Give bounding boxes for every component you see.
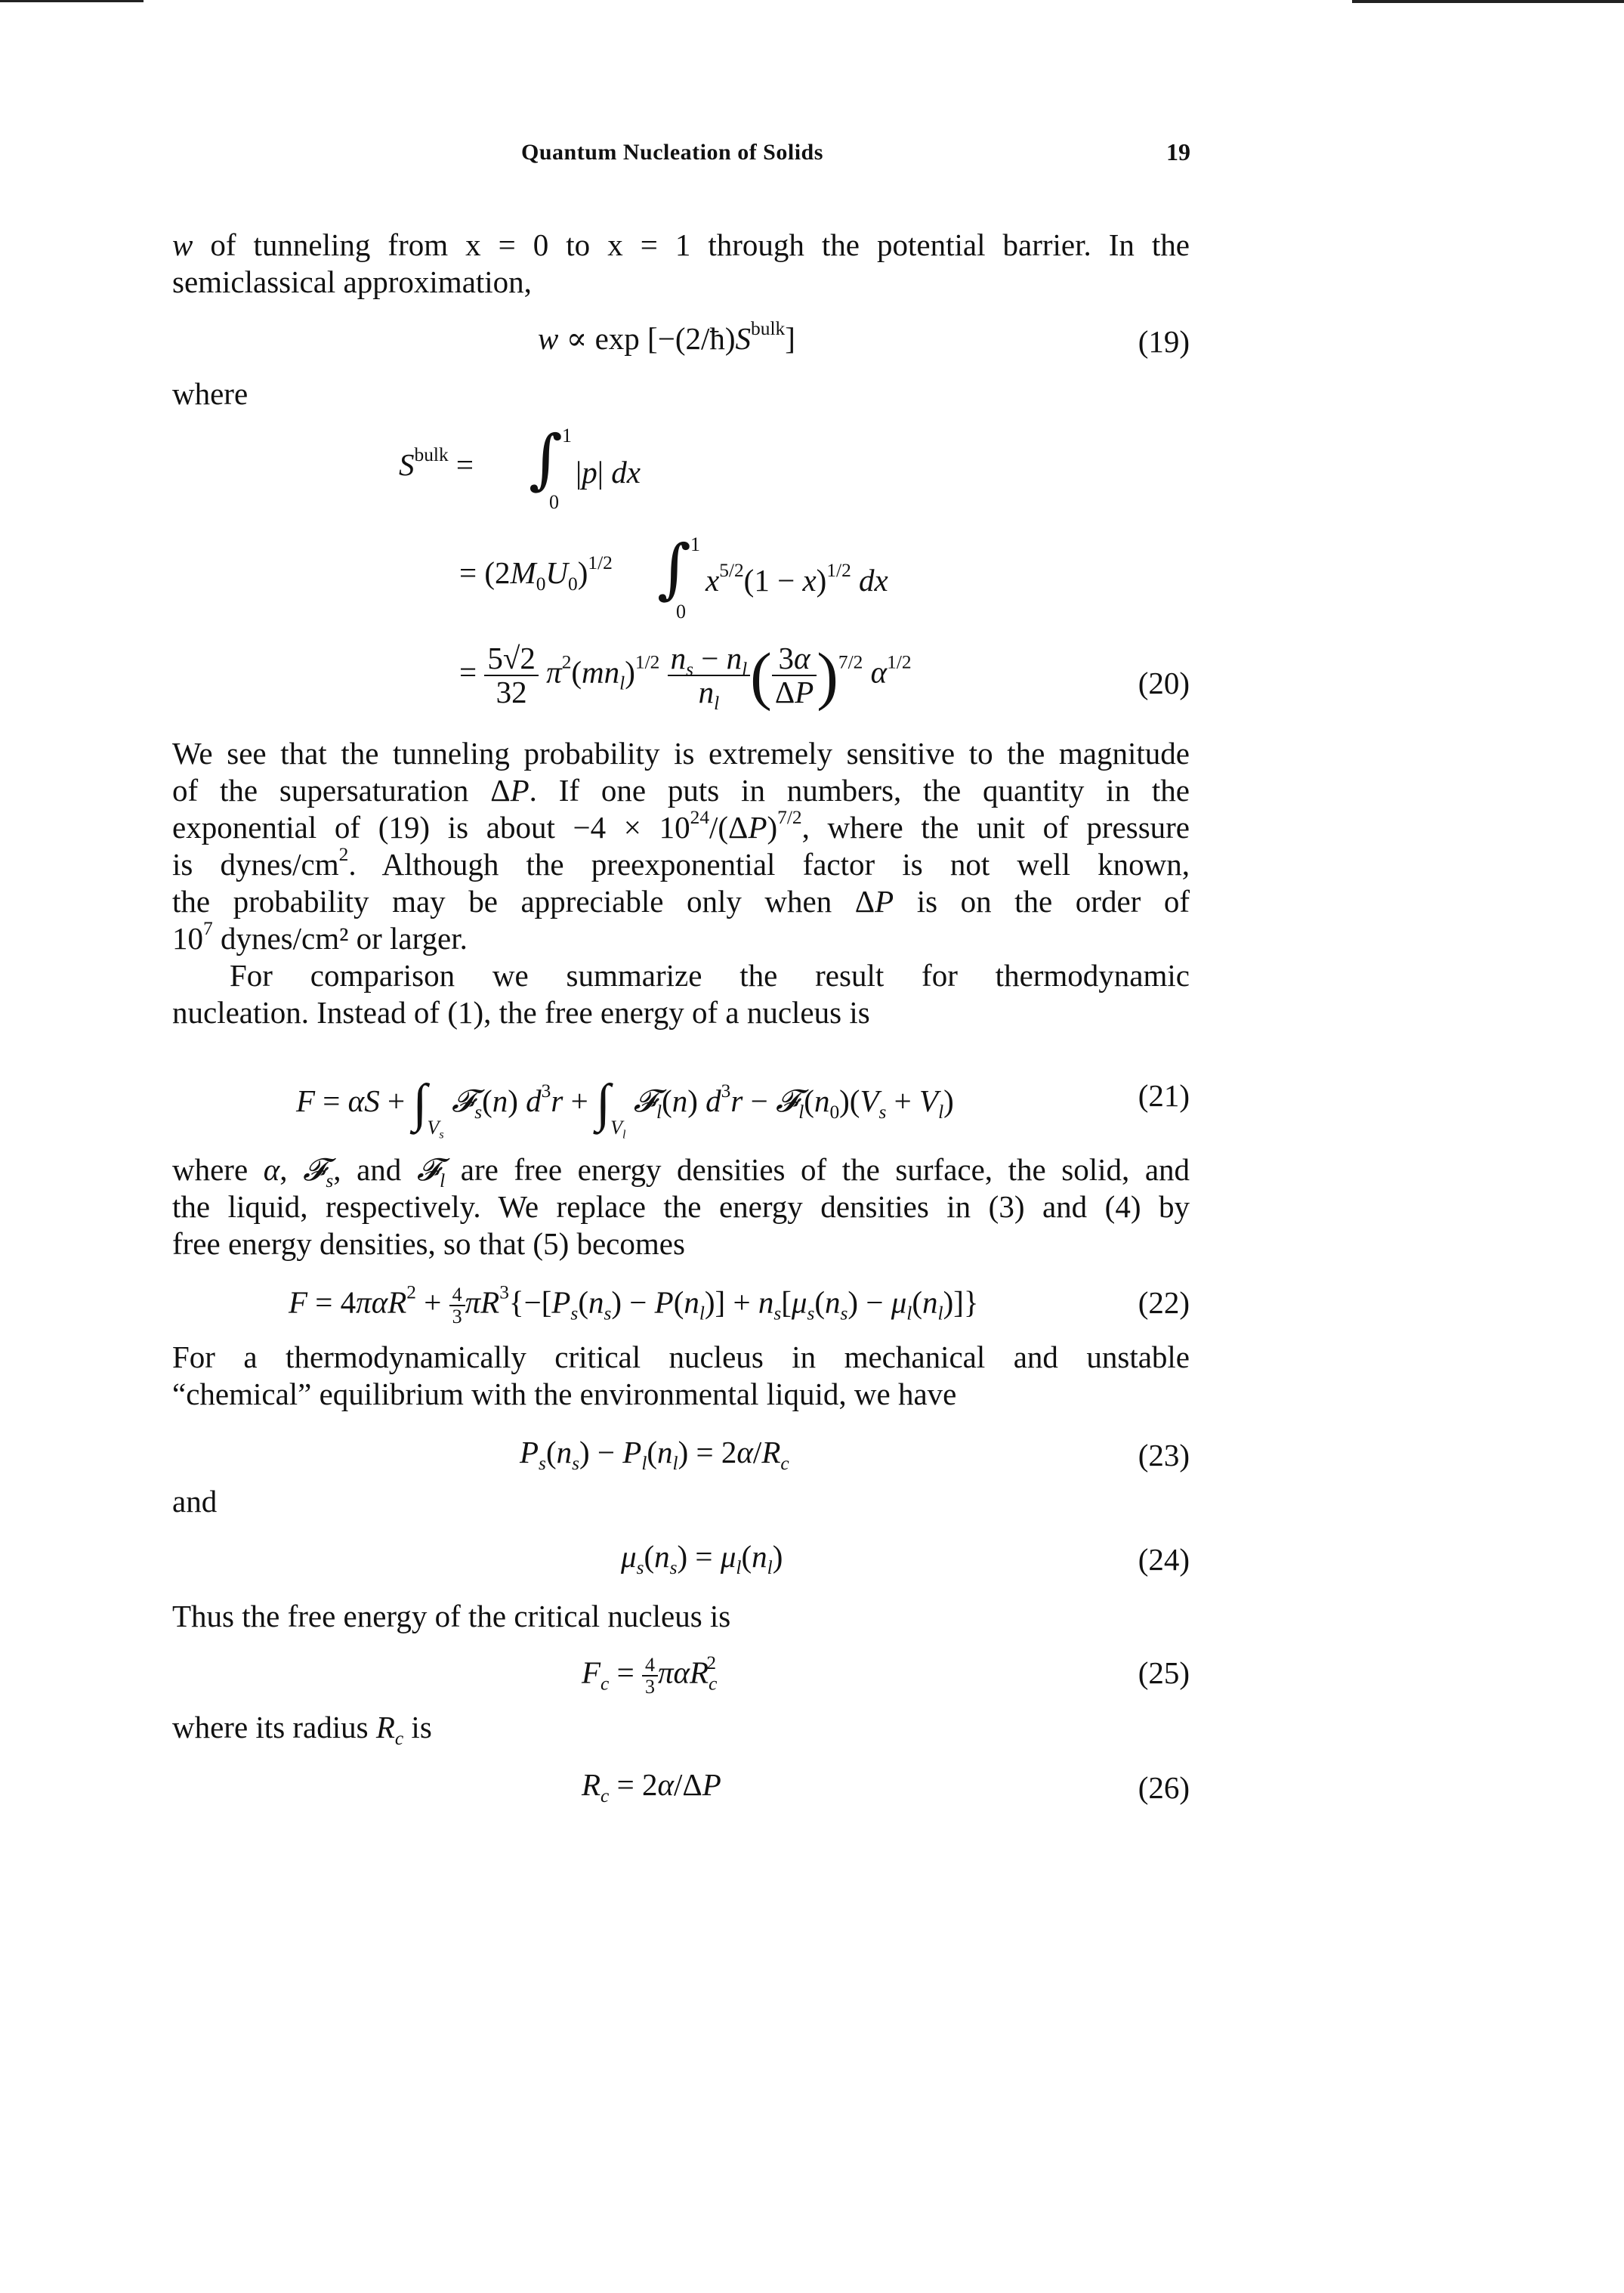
thus-line: Thus the free energy of the critical nucleus is [172,1599,731,1633]
lower-limit: 0 [549,491,559,513]
equation-25: $F_c$ = $\frac{4}{3}$ παR$_c^2$ [582,1652,718,1698]
running-header-title: Quantum Nucleation of Solids [521,140,823,165]
intro-line-2: semiclassical approximation, [172,264,532,299]
equation-19: $w \propto \exp [-(2/ħ)S^{bulk}]$ [538,317,795,356]
sensitivity-line-1: We see that the tunneling probability is extremely sensitive to the magnitude [172,736,1190,771]
comparison-paragraph [172,957,1190,1031]
and-label: and [172,1484,218,1519]
equation-number-19: (19) [1138,324,1190,359]
sensitivity-paragraph: We see that the tunneling probability is extremely sensitive to the magnitude of the supersaturation ΔP. If one puts in numbers, the quantity in the exponential of (19) is about $-4 \times 10^{24}/(\Delta P)^{7/2}$, where the unit of pressure is dynes/$cm^2$. Although the preexponential factor is not well known, the probability may be appreciable only when ΔP is on the order of $10^7$ dynes/cm² or larger. [172,736,1190,956]
equation-number-24: (24) [1138,1542,1190,1577]
equation-number-20: (20) [1138,666,1190,700]
densities-paragraph: where α, 𝓕$_s$, and 𝓕$_l$ are free energy densities of the surface, the solid, and the liquid, respectively. We replace the energy densities in (3) and (4) by free energy densities, so that (5) becomes [172,1152,1190,1261]
page-number: 19 [1166,138,1190,165]
densities-line-3: free energy densities, so that (5) becomes [172,1226,685,1261]
critical-paragraph [172,1339,1190,1413]
integral-sign-2: ∫ [657,531,691,607]
upper-limit-2: 1 [690,533,700,555]
equation-24: $\mu_s(n_s) = \mu_l(n_l)$ [621,1539,783,1578]
intro-line-1: of tunneling from x = 0 to x = 1 through the potential barrier. In the [210,227,1190,262]
comparison-line-2: nucleation. Instead of (1), the free energy of a nucleus is [172,995,870,1030]
equation-number-25: (25) [1138,1655,1190,1690]
integrand-1: |p| dx [576,455,641,490]
top-rule-right [1352,0,1624,3]
integral-sign: ∫ [529,422,563,497]
intro-paragraph: w of tunneling from x = 0 to x = 1 through the potential barrier. In the semiclassical approximation, [172,227,1190,299]
equation-23: $P_s(n_s) - P_l(n_l) = 2\alpha/R_c$ [520,1435,789,1474]
equation-21: $F = \alpha S + \int_{V_s}$ 𝓕$_s$(n) $d^3r + \int_{V_l}$ 𝓕$_l$(n) $d^3r$ − $𝓕_l(n_0)(V_s + V_l)$ [296,1074,954,1142]
equation-number-22: (22) [1138,1285,1190,1320]
upper-limit: 1 [562,425,572,447]
equation-26: $R_c = 2\alpha/\Delta P$ [582,1767,721,1806]
densities-line-2: the liquid, respectively. We replace the energy densities in (3) and (4) by [172,1189,1190,1224]
lower-limit-2: 0 [676,601,686,623]
equation-20-line-1: $S^{bulk}$ = [399,443,474,482]
equation-number-21: (21) [1138,1078,1190,1113]
integrand-2: $x^{5/2}(1 - x)^{1/2}$ dx [705,559,888,598]
equation-number-23: (23) [1138,1438,1190,1473]
equation-20-line-2: = $(2M_0U_0)^{1/2}$ [459,552,613,595]
critical-line-2: “chemical” equilibrium with the environmental liquid, we have [172,1377,957,1411]
equation-20-line-3: = $\frac{5√2}{32}$ $\pi^2(mn_l)^{1/2}$ $\frac{n_s - n_l}{n_l}$ ( $\frac{3\alpha}{\Delta P}$ )$^{7/2}$ $\alpha^{1/2}$ [459,639,912,714]
equation-number-26: (26) [1138,1770,1190,1805]
where-label: where [172,376,249,411]
where-radius-line: where its radius $R_c$ is [172,1710,432,1749]
top-rule-left [0,0,144,2]
equation-22: F = 4παR$^2$ + $\frac{4}{3}$ $\pi R^3\{-[P_s(n_s) - P(n_l)] + n_s[\mu_s(n_s) - \mu_l(n_l)]\}$ [289,1281,979,1328]
critical-line-1: For a thermodynamically critical nucleus in mechanical and unstable [172,1340,1190,1374]
comparison-line-1: For comparison we summarize the result for thermodynamic [230,958,1190,993]
